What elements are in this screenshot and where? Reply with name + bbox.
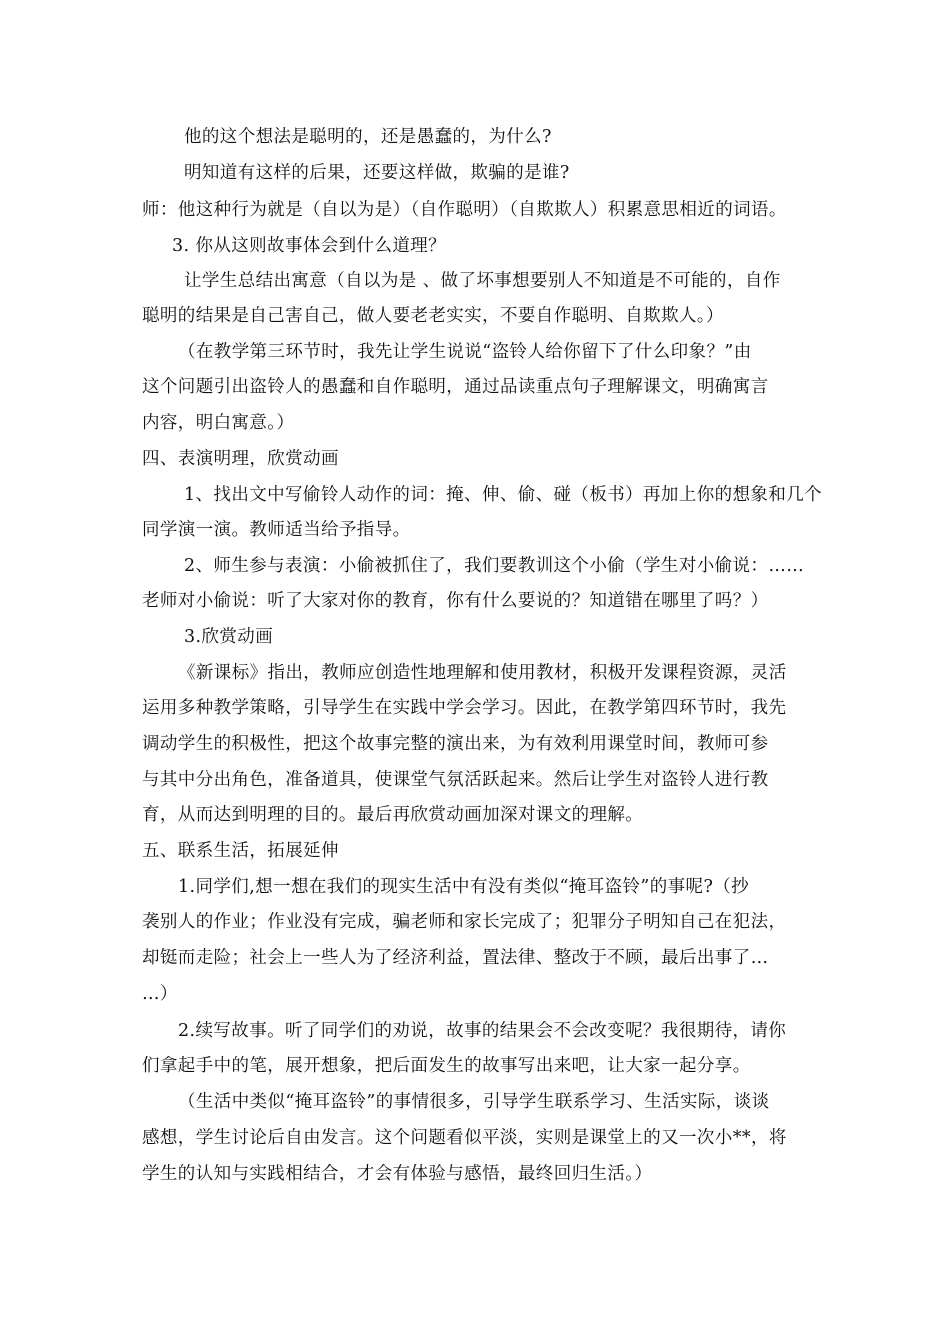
text-line: 3. 你从这则故事体会到什么道理？ <box>172 236 447 256</box>
text-line: 他的这个想法是聪明的，还是愚蠢的，为什么? <box>184 127 552 147</box>
text-line: 3.欣赏动画 <box>184 627 274 647</box>
text-line: 运用多种教学策略，引导学生在实践中学会学习。因此，在教学第四环节时，我先 <box>142 698 787 718</box>
text-line: 同学演一演。教师适当给予指导。 <box>142 520 411 540</box>
section-heading: 五、联系生活，拓展延伸 <box>142 841 339 861</box>
text-line: 明知道有这样的后果，还要这样做，欺骗的是谁? <box>184 163 570 183</box>
text-line: 《新课标》指出，教师应创造性地理解和使用教材，积极开发课程资源，灵活 <box>178 663 787 683</box>
text-line: 1、找出文中写偷铃人动作的词：掩、伸、偷、碰（板书）再加上你的想象和几个 <box>184 485 823 505</box>
section-heading: 四、表演明理，欣赏动画 <box>142 449 339 469</box>
text-line: 却铤而走险；社会上一些人为了经济利益，置法律、整改于不顾，最后出事了… <box>142 948 769 968</box>
text-line: 与其中分出角色，准备道具，使课堂气氛活跃起来。然后让学生对盗铃人进行教 <box>142 770 769 790</box>
text-line: 内容，明白寓意。） <box>142 413 295 433</box>
text-line: 感想，学生讨论后自由发言。这个问题看似平淡，实则是课堂上的又一次小**，将 <box>142 1128 787 1148</box>
text-line: …） <box>142 984 178 1004</box>
text-line: 2.续写故事。听了同学们的劝说，故事的结果会不会改变呢？我很期待，请你 <box>178 1021 787 1041</box>
text-line: 老师对小偷说：听了大家对你的教育，你有什么要说的？知道错在哪里了吗？） <box>142 591 769 611</box>
text-line: 师：他这种行为就是（自以为是）（自作聪明）（自欺欺人）积累意思相近的词语。 <box>142 200 787 220</box>
text-line: （在教学第三环节时，我先让学生说说“盗铃人给你留下了什么印象？”由 <box>178 342 752 362</box>
text-line: （生活中类似“掩耳盗铃”的事情很多，引导学生联系学习、生活实际，谈谈 <box>178 1092 770 1112</box>
text-line: 育，从而达到明理的目的。最后再欣赏动画加深对课文的理解。 <box>142 805 644 825</box>
text-line: 袭别人的作业；作业没有完成，骗老师和家长完成了；犯罪分子明知自己在犯法， <box>142 912 787 932</box>
text-line: 这个问题引出盗铃人的愚蠢和自作聪明，通过品读重点句子理解课文，明确寓言 <box>142 377 769 397</box>
text-line: 学生的认知与实践相结合，才会有体验与感悟，最终回归生活。） <box>142 1164 653 1184</box>
text-line: 2、师生参与表演：小偷被抓住了，我们要教训这个小偷（学生对小偷说：…… <box>184 556 805 576</box>
text-line: 让学生总结出寓意（自以为是 、做了坏事想要别人不知道是不可能的，自作 <box>184 271 781 291</box>
text-line: 调动学生的积极性，把这个故事完整的演出来，为有效利用课堂时间，教师可参 <box>142 734 769 754</box>
text-line: 1.同学们,想一想在我们的现实生活中有没有类似“掩耳盗铃”的事呢?（抄 <box>178 877 750 897</box>
text-line: 聪明的结果是自己害自己，做人要老老实实，不要自作聪明、自欺欺人。） <box>142 306 724 326</box>
text-line: 们拿起手中的笔，展开想象，把后面发生的故事写出来吧，让大家一起分享。 <box>142 1056 751 1076</box>
